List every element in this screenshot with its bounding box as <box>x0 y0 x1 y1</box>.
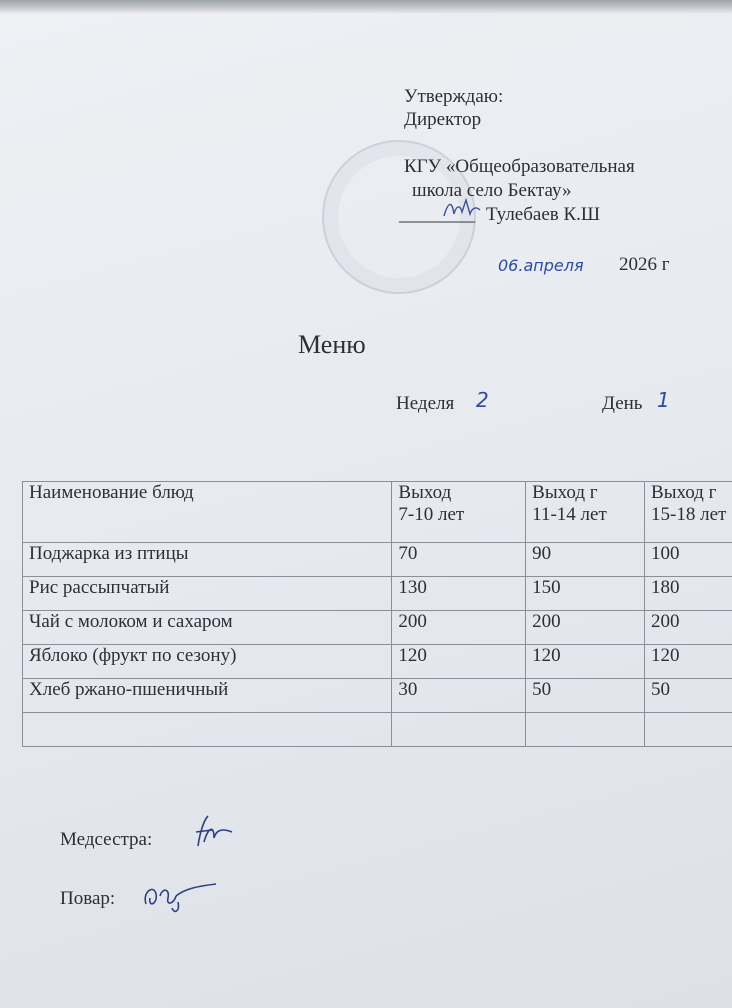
portion-7-10: 130 <box>392 577 526 611</box>
portion-11-14: 120 <box>526 645 645 679</box>
nurse-signature-icon <box>192 812 236 852</box>
portion-11-14: 150 <box>526 577 645 611</box>
dish-name: Хлеб ржано-пшеничный <box>23 679 392 713</box>
portion-7-10 <box>392 713 526 747</box>
header-cell-15-18: Выход г 15-18 лет <box>645 482 732 543</box>
organization-line-2: школа село Бектау» <box>412 180 572 201</box>
dish-name: Яблоко (фрукт по сезону) <box>23 645 392 679</box>
week-value: 2 <box>476 388 489 412</box>
portion-7-10: 70 <box>392 543 526 577</box>
portion-11-14 <box>526 713 645 747</box>
header-cell-7-10: Выход 7-10 лет <box>392 482 526 543</box>
dish-name <box>23 713 392 747</box>
table-row <box>23 543 732 577</box>
header-cell-11-14: Выход г 11-14 лет <box>526 482 645 543</box>
portion-15-18 <box>645 713 732 747</box>
day-label: День <box>602 393 643 414</box>
portion-15-18: 180 <box>645 577 732 611</box>
nurse-label: Медсестра: <box>60 829 153 850</box>
portion-11-14: 50 <box>526 679 645 713</box>
approval-line-2: Директор <box>404 109 482 130</box>
portion-15-18: 50 <box>645 679 732 713</box>
cook-label: Повар: <box>60 888 116 909</box>
portion-11-14: 90 <box>526 543 645 577</box>
table-row <box>23 679 732 713</box>
header-cell-dish: Наименование блюд <box>23 482 392 543</box>
table-row <box>23 577 732 611</box>
approval-year: 2026 г <box>619 254 670 275</box>
director-signature-line: ________ <box>399 204 475 225</box>
cook-signature-icon <box>140 874 220 918</box>
menu-table <box>22 481 732 747</box>
table-row-empty <box>23 713 732 747</box>
table-header-row <box>23 482 732 543</box>
portion-7-10: 200 <box>392 611 526 645</box>
organization-line-1: КГУ «Общеобразовательная <box>404 156 635 177</box>
table-row <box>23 645 732 679</box>
portion-7-10: 30 <box>392 679 526 713</box>
day-value: 1 <box>657 388 670 412</box>
page-title: Меню <box>298 330 366 359</box>
page-top-shadow <box>0 0 732 14</box>
portion-7-10: 120 <box>392 645 526 679</box>
dish-name: Чай с молоком и сахаром <box>23 611 392 645</box>
director-signature-icon <box>440 196 482 222</box>
approval-date-handwritten: 06.апреля <box>498 256 584 275</box>
week-label: Неделя <box>396 393 455 414</box>
portion-15-18: 100 <box>645 543 732 577</box>
approval-line-1: Утверждаю: <box>404 86 504 107</box>
director-name: Тулебаев К.Ш <box>486 204 601 225</box>
dish-name: Рис рассыпчатый <box>23 577 392 611</box>
portion-15-18: 120 <box>645 645 732 679</box>
portion-15-18: 200 <box>645 611 732 645</box>
dish-name: Поджарка из птицы <box>23 543 392 577</box>
table-row <box>23 611 732 645</box>
portion-11-14: 200 <box>526 611 645 645</box>
